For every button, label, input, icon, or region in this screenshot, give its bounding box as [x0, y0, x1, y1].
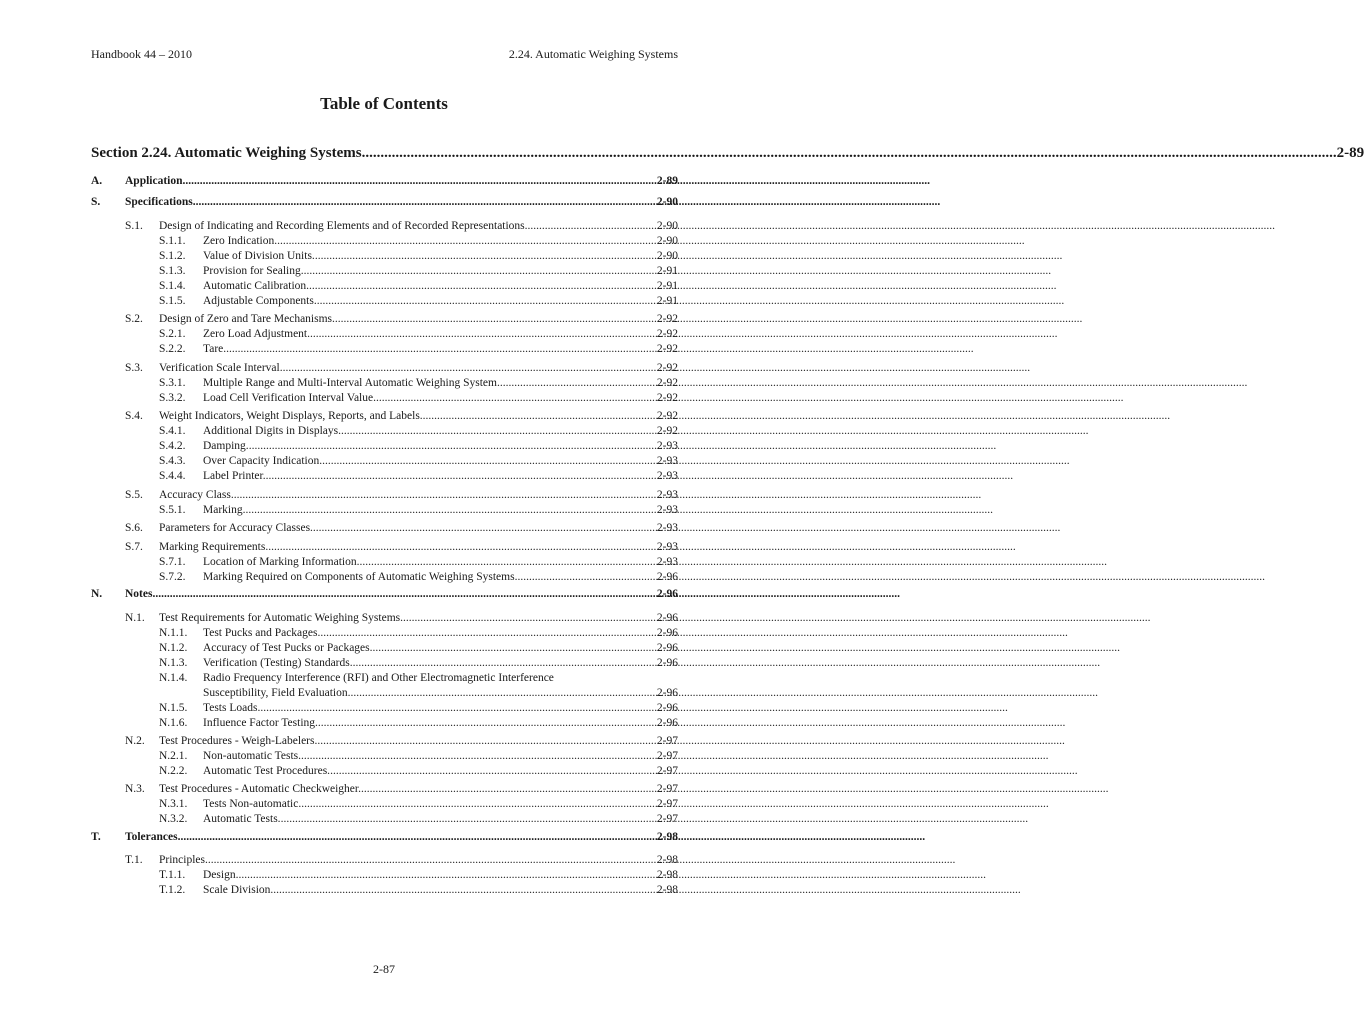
- entry-number: N.: [91, 588, 103, 600]
- entry-title: Non-automatic Tests.: [203, 750, 301, 762]
- dot-leader: [318, 716, 656, 731]
- entry-number: S.5.: [125, 489, 143, 501]
- toc-entry-s3[interactable]: [125, 361, 678, 376]
- entry-number: S.7.: [125, 541, 143, 553]
- toc-entry-s5-1[interactable]: [159, 503, 678, 518]
- dot-leader: [268, 540, 656, 555]
- dot-leader: [320, 626, 656, 641]
- dot-leader: [277, 234, 656, 249]
- entry-page: 2-90: [656, 235, 678, 247]
- entry-number: S.6.: [125, 522, 143, 534]
- entry-title: Zero Load Adjustment.: [203, 328, 310, 340]
- entry-number: N.1.1.: [159, 627, 188, 639]
- entry-number: S.3.1.: [159, 377, 186, 389]
- entry-page: 2-93: [656, 470, 678, 482]
- entry-page: 2-97: [656, 735, 678, 747]
- entry-title: Location of Marking Information.: [203, 556, 360, 568]
- toc-entry-s3-1[interactable]: [159, 376, 678, 391]
- entry-title: Label Printer.: [203, 470, 266, 482]
- entry-number: N.3.1.: [159, 798, 188, 810]
- page-number-footer: 2-87: [373, 962, 395, 976]
- entry-page: 2-91: [656, 295, 678, 307]
- toc-entry-n1-4-line2[interactable]: [203, 686, 678, 701]
- toc-entry-s1[interactable]: [125, 219, 678, 234]
- entry-title: Design of Zero and Tare Mechanisms.: [159, 313, 335, 325]
- entry-page: 2-91: [656, 280, 678, 292]
- dot-leader: [281, 812, 656, 827]
- toc-entry-s5[interactable]: [125, 488, 678, 503]
- entry-number: N.2.: [125, 735, 145, 747]
- toc-entry-s3-2[interactable]: [159, 391, 678, 406]
- dot-leader: [208, 853, 656, 868]
- entry-title: Tolerances: [125, 831, 178, 843]
- entry-page: 2-92: [656, 392, 678, 404]
- entry-page: 2-93: [656, 541, 678, 553]
- entry-page: 2-90: [656, 196, 678, 208]
- toc-entry-s1-2[interactable]: [159, 249, 678, 264]
- entry-page: 2-92: [656, 343, 678, 355]
- entry-number: N.1.5.: [159, 702, 188, 714]
- entry-page: 2-96: [656, 657, 678, 669]
- dot-leader: [330, 764, 656, 779]
- entry-title: Adjustable Components.: [203, 295, 317, 307]
- entry-title: Tests Loads.: [203, 702, 261, 714]
- entry-number: S.1.3.: [159, 265, 186, 277]
- entry-number: N.1.2.: [159, 642, 188, 654]
- entry-number: S.1.2.: [159, 250, 186, 262]
- entry-number: S.2.1.: [159, 328, 186, 340]
- dot-leader: [353, 656, 656, 671]
- toc-entry-s2-2[interactable]: [159, 342, 678, 357]
- entry-page: 2-92: [656, 410, 678, 422]
- toc-entry-s7-1[interactable]: [159, 555, 678, 570]
- entry-title: Accuracy of Test Pucks or Packages.: [203, 642, 373, 654]
- entry-title: Verification Scale Interval.: [159, 362, 283, 374]
- entry-page: 2-97: [656, 798, 678, 810]
- toc-entry-s7[interactable]: [125, 540, 678, 555]
- entry-title: Automatic Calibration.: [203, 280, 310, 292]
- dot-leader: [317, 294, 656, 309]
- entry-page: 2-89: [656, 175, 678, 187]
- entry-page: 2-96: [656, 627, 678, 639]
- dot-leader: [245, 503, 655, 518]
- entry-page: 2-96: [656, 717, 678, 729]
- entry-page: 2-93: [656, 440, 678, 452]
- entry-title: Influence Factor Testing.: [203, 717, 318, 729]
- dot-leader: [260, 701, 656, 716]
- dot-leader: [313, 521, 656, 536]
- toc-entry-s4-1[interactable]: [159, 424, 678, 439]
- entry-title: Scale Division.: [203, 884, 274, 896]
- toc-entry-s4-4[interactable]: [159, 469, 678, 484]
- entry-page: 2-92: [656, 425, 678, 437]
- entry-number: N.3.2.: [159, 813, 188, 825]
- entry-title: Zero Indication.: [203, 235, 278, 247]
- toc-entry-n3-1[interactable]: [159, 797, 678, 812]
- entry-page: 2-90: [656, 220, 678, 232]
- toc-entry-s2[interactable]: [125, 312, 678, 327]
- entry-title: Verification (Testing) Standards.: [203, 657, 353, 669]
- toc-entry-s1-3[interactable]: [159, 264, 678, 279]
- entry-number: S.4.3.: [159, 455, 186, 467]
- entry-title: Automatic Test Procedures.: [203, 765, 331, 777]
- dot-leader: [249, 439, 656, 454]
- dot-leader: [301, 797, 656, 812]
- entry-title: Test Pucks and Packages.: [203, 627, 321, 639]
- entry-number: N.1.3.: [159, 657, 188, 669]
- entry-page: 2-98: [656, 884, 678, 896]
- entry-number: S.2.: [125, 313, 143, 325]
- dot-leader: [183, 174, 656, 189]
- entry-title: Test Procedures - Weigh-Labelers.: [159, 735, 318, 747]
- dot-leader: [373, 641, 656, 656]
- entry-title: Tare.: [203, 343, 227, 355]
- toc-entry-a[interactable]: [91, 174, 678, 189]
- entry-title: Tests Non-automatic.: [203, 798, 302, 810]
- entry-page: 2-93: [656, 455, 678, 467]
- entry-number: N.2.1.: [159, 750, 188, 762]
- dot-leader: [350, 686, 655, 701]
- entry-page: 2-96: [656, 571, 678, 583]
- entry-number: N.3.: [125, 783, 145, 795]
- toc-entry-s1-4[interactable]: [159, 279, 678, 294]
- toc-entry-t[interactable]: [91, 830, 678, 845]
- toc-entry-s7-2[interactable]: [159, 570, 678, 585]
- toc-entry-n1-3[interactable]: [159, 656, 678, 671]
- entry-number: T.1.2.: [159, 884, 186, 896]
- entry-title: Accuracy Class.: [159, 489, 234, 501]
- entry-number: S.1.5.: [159, 295, 186, 307]
- dot-leader: [310, 327, 656, 342]
- toc-entry-n2[interactable]: [125, 734, 678, 749]
- entry-number: S.7.2.: [159, 571, 186, 583]
- entry-title: Damping.: [203, 440, 249, 452]
- entry-title: Load Cell Verification Interval Value.: [203, 392, 376, 404]
- section-page: 2-89: [1336, 145, 1364, 161]
- dot-leader: [317, 734, 656, 749]
- entry-number: S.4.2.: [159, 440, 186, 452]
- entry-number: S.4.: [125, 410, 143, 422]
- dot-leader: [266, 469, 656, 484]
- entry-number: T.1.1.: [159, 869, 186, 881]
- toc-entry-s4-3[interactable]: [159, 454, 678, 469]
- dot-leader: [322, 454, 656, 469]
- entry-page: 2-96: [656, 612, 678, 624]
- entry-page: 2-96: [656, 642, 678, 654]
- entry-page: 2-92: [656, 362, 678, 374]
- entry-number: N.1.6.: [159, 717, 188, 729]
- toc-entry-n1-6[interactable]: [159, 716, 678, 731]
- dot-leader: [234, 488, 656, 503]
- header-section: 2.24. Automatic Weighing Systems: [508, 47, 678, 61]
- entry-title: Design of Indicating and Recording Elements and of Recorded Representations.: [159, 220, 528, 232]
- toc-entry-t1-1[interactable]: [159, 868, 678, 883]
- section-title: Section 2.24. Automatic Weighing Systems: [91, 145, 362, 161]
- dot-leader: [403, 611, 656, 626]
- toc-entry-s4[interactable]: [125, 409, 678, 424]
- entry-title: Test Requirements for Automatic Weighing Systems.: [159, 612, 403, 624]
- dot-leader: [304, 264, 656, 279]
- entry-page: 2-90: [656, 250, 678, 262]
- toc-entry-n1-5[interactable]: [159, 701, 678, 716]
- entry-title: Value of Division Units.: [203, 250, 315, 262]
- entry-title: Additional Digits in Displays.: [203, 425, 341, 437]
- entry-title: Notes: [125, 588, 153, 600]
- entry-number: S.1.1.: [159, 235, 186, 247]
- entry-number: N.1.4.: [159, 672, 188, 684]
- toc-entry-s4-2[interactable]: [159, 439, 678, 454]
- entry-title: Multiple Range and Multi-Interval Automatic Weighing System.: [203, 377, 500, 389]
- entry-number: S.4.1.: [159, 425, 186, 437]
- entry-title: Weight Indicators, Weight Displays, Reports, and Labels.: [159, 410, 423, 422]
- dot-leader: [335, 312, 656, 327]
- toc-entry-s2-1[interactable]: [159, 327, 678, 342]
- entry-number: S.3.: [125, 362, 143, 374]
- toc-entry-n1-1[interactable]: [159, 626, 678, 641]
- toc-entry-t1[interactable]: [125, 853, 678, 868]
- dot-leader: [341, 424, 656, 439]
- dot-leader: [178, 830, 656, 845]
- entry-page: 2-91: [656, 265, 678, 277]
- entry-page: 2-98: [656, 831, 678, 843]
- entry-page: 2-96: [656, 702, 678, 714]
- dot-leader: [238, 868, 655, 883]
- toc-entry-s6[interactable]: [125, 521, 678, 536]
- toc-entry-n1[interactable]: [125, 611, 678, 626]
- entry-number: A.: [91, 175, 103, 187]
- entry-title: Design.: [203, 869, 239, 881]
- entry-title: Provision for Sealing.: [203, 265, 304, 277]
- entry-page: 2-93: [656, 522, 678, 534]
- toc-entry-s1-5[interactable]: [159, 294, 678, 309]
- entry-page: 2-93: [656, 504, 678, 516]
- entry-page: 2-97: [656, 813, 678, 825]
- entry-title: Marking Required on Components of Automatic Weighing Systems.: [203, 571, 518, 583]
- toc-entry-s[interactable]: [91, 195, 678, 210]
- entry-page: 2-97: [656, 783, 678, 795]
- dot-leader: [273, 883, 656, 898]
- entry-page: 2-92: [656, 377, 678, 389]
- dot-leader: [376, 391, 656, 406]
- entry-page: 2-93: [656, 489, 678, 501]
- dot-leader: [528, 219, 656, 234]
- entry-page: 2-97: [656, 750, 678, 762]
- entry-page: 2-92: [656, 328, 678, 340]
- dot-leader: [309, 279, 656, 294]
- entry-title: Principles.: [159, 854, 208, 866]
- dot-leader: [226, 342, 656, 357]
- entry-number: S.7.1.: [159, 556, 186, 568]
- entry-number: S.5.1.: [159, 504, 186, 516]
- entry-page: 2-93: [656, 556, 678, 568]
- toc-entry-n2-1[interactable]: [159, 749, 678, 764]
- entry-number: S.3.2.: [159, 392, 186, 404]
- dot-leader: [360, 555, 656, 570]
- entry-title: Marking.: [203, 504, 246, 516]
- toc-entry-n1-4-line1[interactable]: [159, 671, 554, 686]
- entry-page: 2-98: [656, 869, 678, 881]
- entry-page: 2-92: [656, 313, 678, 325]
- entry-title: Specifications: [125, 196, 193, 208]
- dot-leader: [315, 249, 656, 264]
- toc-entry-t1-2[interactable]: [159, 883, 678, 898]
- entry-title: Parameters for Accuracy Classes.: [159, 522, 313, 534]
- entry-number: S.2.2.: [159, 343, 186, 355]
- dot-leader: [500, 376, 656, 391]
- dot-leader: [361, 782, 656, 797]
- entry-title-continued: Susceptibility, Field Evaluation.: [203, 687, 351, 699]
- entry-title: Application: [125, 175, 183, 187]
- entry-number: S.1.: [125, 220, 143, 232]
- toc-entry-n2-2[interactable]: [159, 764, 678, 779]
- entry-page: 2-98: [656, 854, 678, 866]
- dot-leader: [193, 195, 656, 210]
- entry-title: Automatic Tests.: [203, 813, 281, 825]
- toc-entry-n1-2[interactable]: [159, 641, 678, 656]
- entry-page: 2-96: [656, 588, 678, 600]
- entry-title: Over Capacity Indication.: [203, 455, 323, 467]
- toc-entry-n3-2[interactable]: [159, 812, 678, 827]
- entry-number: N.1.: [125, 612, 145, 624]
- dot-leader: [517, 570, 655, 585]
- entry-number: S.4.4.: [159, 470, 186, 482]
- entry-number: S.1.4.: [159, 280, 186, 292]
- entry-number: T.: [91, 831, 101, 843]
- toc-entry-s1-1[interactable]: [159, 234, 678, 249]
- toc-entry-n[interactable]: [91, 587, 678, 602]
- header-handbook: Handbook 44 – 2010: [91, 47, 192, 61]
- entry-number: N.2.2.: [159, 765, 188, 777]
- dot-leader: [301, 749, 656, 764]
- page-title: Table of Contents: [320, 94, 448, 113]
- entry-title: Test Procedures - Automatic Checkweigher.: [159, 783, 361, 795]
- dot-leader: [152, 587, 655, 602]
- entry-number: T.1.: [125, 854, 143, 866]
- dot-leader: [423, 409, 656, 424]
- entry-page: 2-97: [656, 765, 678, 777]
- toc-entry-n3[interactable]: [125, 782, 678, 797]
- entry-title: Radio Frequency Interference (RFI) and Other Electromagnetic Interference: [203, 672, 554, 684]
- dot-leader: [283, 361, 656, 376]
- entry-number: S.: [91, 196, 101, 208]
- entry-title: Marking Requirements.: [159, 541, 269, 553]
- entry-page: 2-96: [656, 687, 678, 699]
